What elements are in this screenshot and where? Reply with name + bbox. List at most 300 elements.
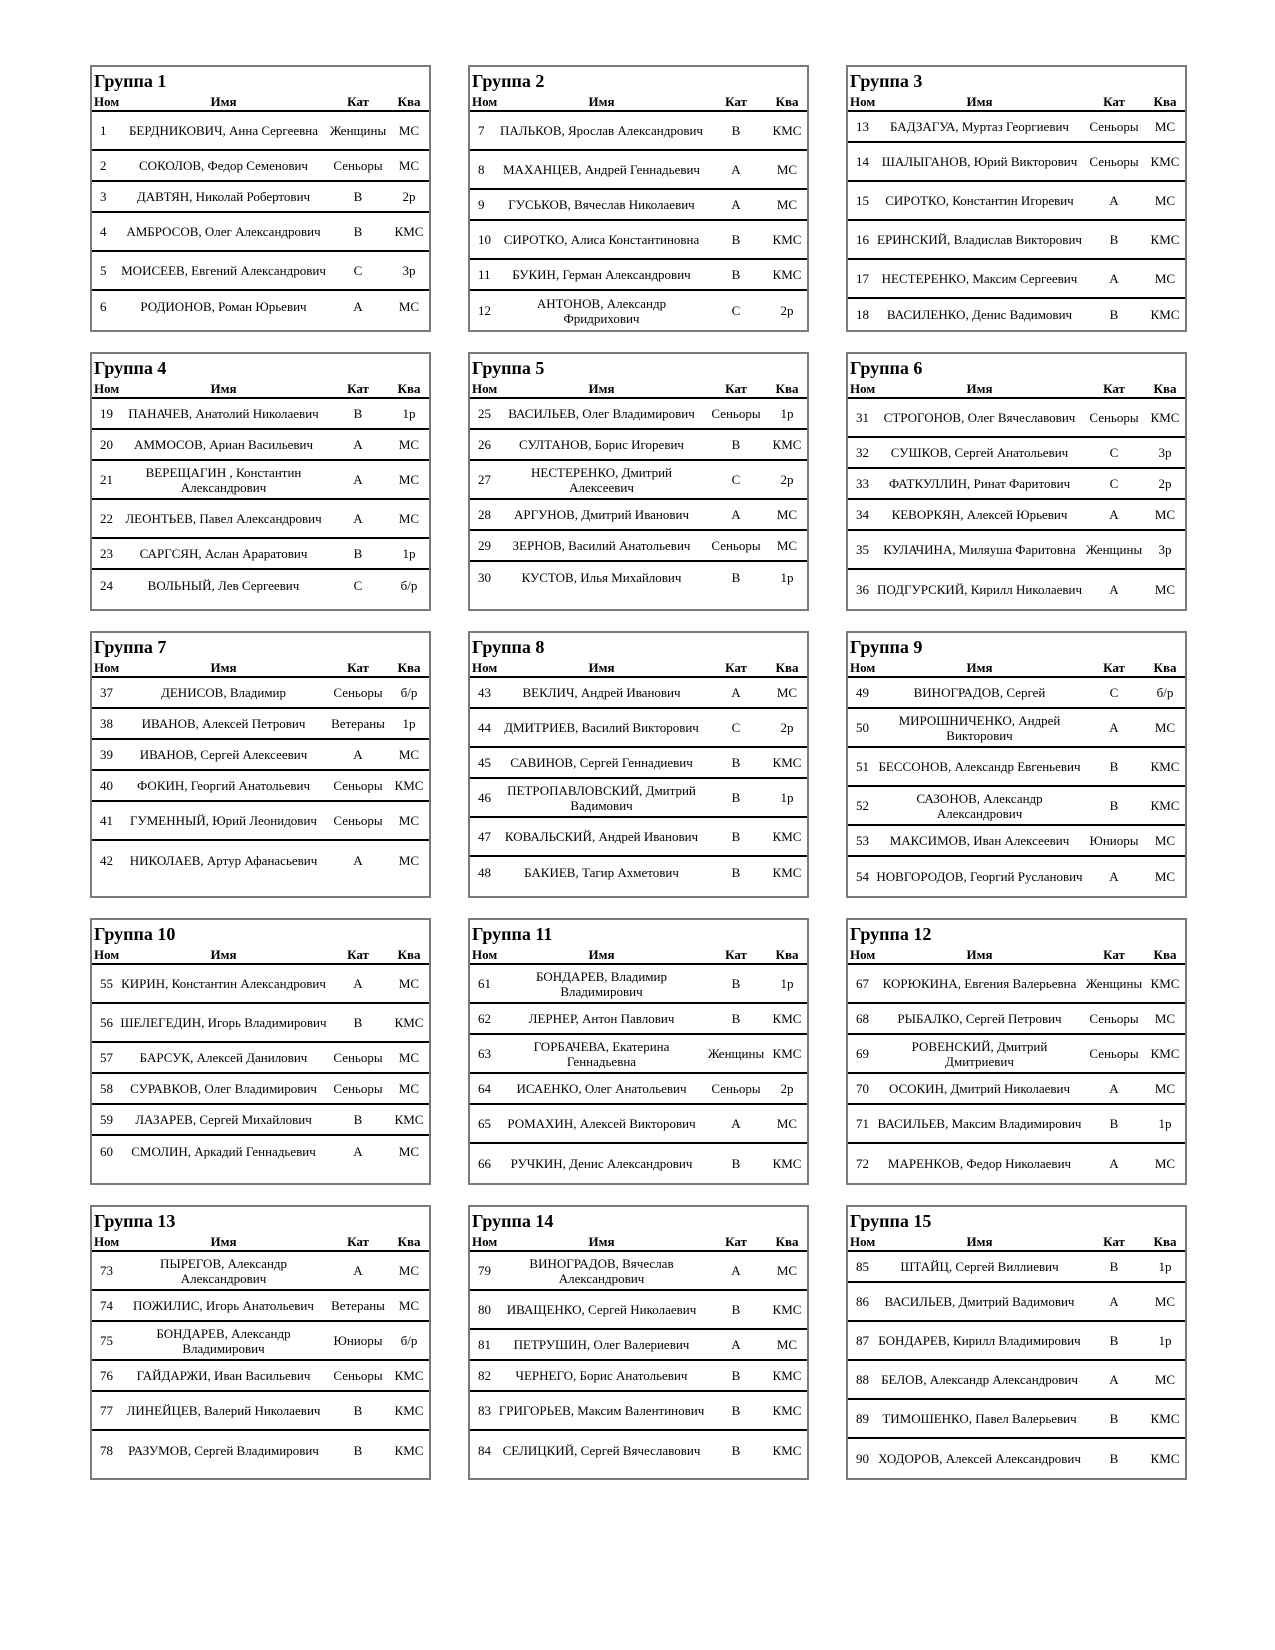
header-qualification: Ква [775, 660, 799, 675]
table-row [848, 678, 1185, 709]
table-row [92, 1322, 429, 1361]
participant-qualification: 1р [780, 790, 794, 805]
table-row [848, 469, 1185, 500]
participant-category: A [1109, 1156, 1119, 1171]
participant-number: 10 [478, 232, 491, 247]
participant-category: B [353, 1443, 363, 1458]
participant-qualification: МС [776, 1116, 798, 1131]
participant-name: КУСТОВ, Илья Михайлович [521, 570, 682, 585]
table-row [470, 1074, 807, 1105]
table-row [470, 1291, 807, 1330]
header-num: Ном [94, 947, 120, 962]
participant-qualification: КМС [394, 1112, 424, 1127]
participant-name: ШТАЙЦ, Сергей Виллиевич [900, 1259, 1059, 1274]
participant-qualification: 1р [780, 976, 794, 991]
participant-number: 3 [100, 189, 107, 204]
participant-qualification: КМС [772, 829, 802, 844]
table-row [92, 213, 429, 252]
group-title: Группа 14 [472, 1211, 554, 1231]
participant-qualification: МС [1154, 1372, 1176, 1387]
participant-qualification: 2р [780, 1081, 794, 1096]
participant-qualification: КМС [394, 1368, 424, 1383]
participant-name: СИРОТКО, Алиса Константиновна [503, 232, 700, 247]
participant-number: 24 [100, 578, 113, 593]
participant-category: A [731, 507, 741, 522]
header-name: Имя [210, 660, 237, 675]
participant-category: A [1109, 720, 1119, 735]
participant-category: A [1109, 193, 1119, 208]
table-row [848, 143, 1185, 182]
participant-number: 37 [100, 685, 113, 700]
participant-category: B [1109, 798, 1119, 813]
participant-category: B [1109, 759, 1119, 774]
header-name: Имя [210, 381, 237, 396]
participant-category: C [353, 578, 363, 593]
participant-number: 45 [478, 755, 491, 770]
participant-qualification: МС [398, 1263, 420, 1278]
participant-name: СТРОГОНОВ, Олег Вячеславович [883, 410, 1076, 425]
header-name: Имя [966, 1234, 993, 1249]
group-title: Группа 15 [850, 1211, 932, 1231]
participant-category: B [731, 865, 741, 880]
table-row [92, 112, 429, 151]
participant-name: ВАСИЛЬЕВ, Максим Владимирович [877, 1116, 1082, 1131]
participant-qualification: МС [776, 507, 798, 522]
header-num: Ном [94, 94, 120, 109]
participant-qualification: МС [398, 511, 420, 526]
participant-name: ШЕЛЕГЕДИН, Игорь Владимирович [120, 1015, 327, 1030]
participant-number: 5 [100, 263, 107, 278]
table-row [470, 1252, 807, 1291]
participant-name: ПОЖИЛИС, Игорь Анатольевич [133, 1298, 314, 1313]
group-table [846, 918, 1187, 1185]
participant-name: АНТОНОВ, Александр Фридрихович [536, 295, 667, 326]
header-qualification: Ква [775, 1234, 799, 1249]
participant-number: 2 [100, 158, 107, 173]
participant-qualification: КМС [772, 1156, 802, 1171]
header-num: Ном [850, 94, 876, 109]
table-row [848, 299, 1185, 330]
header-qualification: Ква [397, 381, 421, 396]
group-title: Группа 11 [472, 924, 553, 944]
participant-number: 52 [856, 798, 869, 813]
participant-qualification: МС [1154, 1011, 1176, 1026]
header-qualification: Ква [397, 94, 421, 109]
participant-category: B [1109, 307, 1119, 322]
participant-name: НИКОЛАЕВ, Артур Афанасьевич [129, 853, 318, 868]
participant-name: САРГСЯН, Аслан Араратович [139, 546, 308, 561]
participant-qualification: 1р [1158, 1116, 1172, 1131]
participant-name: БЕРДНИКОВИЧ, Анна Сергеевна [128, 123, 319, 138]
participant-qualification: 2р [402, 189, 416, 204]
participant-name: МОИСЕЕВ, Евгений Александрович [121, 263, 326, 278]
participant-name: ГУМЕННЫЙ, Юрий Леонидович [130, 813, 317, 828]
participant-qualification: КМС [1150, 1451, 1180, 1466]
header-num: Ном [472, 381, 498, 396]
participant-qualification: 2р [1158, 476, 1172, 491]
participant-category: B [1109, 1333, 1119, 1348]
table-row [92, 430, 429, 461]
participant-name: СОКОЛОВ, Федор Семенович [139, 158, 308, 173]
participant-qualification: КМС [1150, 307, 1180, 322]
participant-category: Сеньоры [333, 1368, 383, 1383]
participant-qualification: КМС [1150, 1411, 1180, 1426]
participant-qualification: 3р [1158, 445, 1172, 460]
group-title: Группа 2 [472, 71, 545, 91]
participant-qualification: 1р [402, 546, 416, 561]
participant-number: 63 [478, 1046, 491, 1061]
participant-qualification: КМС [772, 1302, 802, 1317]
participant-qualification: КМС [1150, 976, 1180, 991]
participant-name: ПАНАЧЕВ, Анатолий Николаевич [128, 406, 319, 421]
table-row [848, 500, 1185, 531]
participant-name: ВЕКЛИЧ, Андрей Иванович [522, 685, 681, 700]
participant-number: 57 [100, 1050, 113, 1065]
table-row [92, 709, 429, 740]
participant-category: B [731, 1011, 741, 1026]
table-row [470, 112, 807, 151]
header-num: Ном [850, 947, 876, 962]
participant-qualification: КМС [772, 437, 802, 452]
participant-number: 18 [856, 307, 869, 322]
participant-name: ВИНОГРАДОВ, Сергей [913, 685, 1046, 700]
table-row [470, 531, 807, 562]
table-row [470, 1144, 807, 1183]
participant-name: ЗЕРНОВ, Василий Анатольевич [512, 538, 691, 553]
participant-name: ВАСИЛЬЕВ, Олег Владимирович [508, 406, 695, 421]
participant-qualification: б/р [400, 578, 418, 593]
participant-category: A [353, 437, 363, 452]
participant-name: БАКИЕВ, Тагир Ахметович [524, 865, 679, 880]
participant-qualification: МС [398, 813, 420, 828]
participant-category: A [353, 472, 363, 487]
participant-number: 30 [478, 570, 491, 585]
table-row [848, 260, 1185, 299]
participant-category: C [731, 720, 741, 735]
participant-number: 75 [100, 1333, 113, 1348]
participant-number: 66 [478, 1156, 491, 1171]
table-header [470, 93, 807, 112]
participant-category: B [1109, 1451, 1119, 1466]
table-row [848, 1035, 1185, 1074]
table-row [470, 1392, 807, 1431]
participant-name: САЗОНОВ, Александр Александрович [916, 790, 1043, 821]
table-row [470, 461, 807, 500]
table-row [848, 748, 1185, 787]
header-num: Ном [94, 1234, 120, 1249]
participant-category: B [731, 267, 741, 282]
participant-name: КИРИН, Константин Александрович [121, 976, 326, 991]
participant-category: C [353, 263, 363, 278]
table-header [92, 93, 429, 112]
participant-number: 41 [100, 813, 113, 828]
participant-category: Ветераны [331, 1298, 385, 1313]
table-row [470, 857, 807, 888]
header-category: Кат [347, 660, 369, 675]
participant-number: 9 [478, 197, 485, 212]
table-header [92, 946, 429, 965]
header-category: Кат [347, 947, 369, 962]
participant-category: A [731, 162, 741, 177]
participant-category: B [353, 1015, 363, 1030]
participant-category: C [1109, 685, 1119, 700]
participant-qualification: КМС [1150, 410, 1180, 425]
participant-number: 51 [856, 759, 869, 774]
table-row [92, 570, 429, 601]
participant-number: 14 [856, 154, 869, 169]
participant-category: B [731, 1443, 741, 1458]
participant-name: ЛАЗАРЕВ, Сергей Михайлович [135, 1112, 312, 1127]
table-row [470, 500, 807, 531]
participant-name: ЧЕРНЕГО, Борис Анатольевич [515, 1368, 688, 1383]
participant-name: ЕРИНСКИЙ, Владислав Викторович [877, 232, 1082, 247]
table-row [848, 1283, 1185, 1322]
header-qualification: Ква [775, 381, 799, 396]
table-row [470, 221, 807, 260]
participant-qualification: КМС [1150, 1046, 1180, 1061]
participant-qualification: КМС [772, 123, 802, 138]
participant-name: РЫБАЛКО, Сергей Петрович [897, 1011, 1062, 1026]
table-row [848, 1361, 1185, 1400]
participant-name: БЕССОНОВ, Александр Евгеньевич [878, 759, 1081, 774]
participant-name: ДАВТЯН, Николай Робертович [136, 189, 311, 204]
table-row [470, 562, 807, 593]
header-qualification: Ква [775, 94, 799, 109]
header-name: Имя [588, 94, 615, 109]
participant-number: 89 [856, 1411, 869, 1426]
table-row [92, 182, 429, 213]
participant-number: 80 [478, 1302, 491, 1317]
participant-name: СУШКОВ, Сергей Анатольевич [890, 445, 1069, 460]
participant-name: НЕСТЕРЕНКО, Максим Сергеевич [881, 271, 1078, 286]
participant-category: A [353, 299, 363, 314]
table-row [92, 291, 429, 322]
participant-name: ХОДОРОВ, Алексей Александрович [878, 1451, 1081, 1466]
header-qualification: Ква [1153, 947, 1177, 962]
participant-name: СУРАВКОВ, Олег Владимирович [130, 1081, 317, 1096]
participant-category: Сеньоры [333, 685, 383, 700]
table-row [92, 1136, 429, 1167]
header-num: Ном [472, 660, 498, 675]
participant-number: 15 [856, 193, 869, 208]
participant-name: ВИНОГРАДОВ, Вячеслав Александрович [529, 1255, 674, 1286]
participant-number: 29 [478, 538, 491, 553]
table-row [470, 779, 807, 818]
group-table [846, 352, 1187, 611]
participant-number: 23 [100, 546, 113, 561]
participant-name: ГАЙДАРЖИ, Иван Васильевич [136, 1368, 311, 1383]
participant-number: 6 [100, 299, 107, 314]
header-qualification: Ква [1153, 660, 1177, 675]
participant-category: Сеньоры [1089, 119, 1139, 134]
table-row [92, 539, 429, 570]
participant-name: ПЕТРУШИН, Олег Валериевич [513, 1337, 690, 1352]
participant-qualification: МС [776, 1337, 798, 1352]
group-title: Группа 5 [472, 358, 545, 378]
participant-category: Женщины [1085, 542, 1143, 557]
participant-name: СЕЛИЦКИЙ, Сергей Вячеславович [502, 1443, 701, 1458]
participant-category: B [731, 976, 741, 991]
participant-number: 26 [478, 437, 491, 452]
header-category: Кат [725, 1234, 747, 1249]
participant-qualification: МС [398, 123, 420, 138]
participant-name: ЛЕРНЕР, Антон Павлович [528, 1011, 675, 1026]
participant-category: B [731, 829, 741, 844]
group-table [90, 1205, 431, 1480]
table-row [848, 570, 1185, 609]
participant-name: АРГУНОВ, Дмитрий Иванович [513, 507, 690, 522]
participant-number: 65 [478, 1116, 491, 1131]
participant-name: ГРИГОРЬЕВ, Максим Валентинович [498, 1403, 705, 1418]
participant-name: ПОДГУРСКИЙ, Кирилл Николаевич [876, 582, 1083, 597]
participant-number: 44 [478, 720, 491, 735]
participant-category: B [353, 406, 363, 421]
participant-qualification: КМС [394, 1443, 424, 1458]
participant-category: Сеньоры [711, 406, 761, 421]
group-table [846, 1205, 1187, 1480]
participant-qualification: 2р [780, 303, 794, 318]
table-row [92, 1252, 429, 1291]
participant-number: 68 [856, 1011, 869, 1026]
participant-name: СУЛТАНОВ, Борис Игоревич [519, 437, 684, 452]
table-row [848, 1144, 1185, 1183]
table-row [470, 1431, 807, 1470]
participant-qualification: МС [1154, 720, 1176, 735]
participant-category: A [353, 747, 363, 762]
participant-qualification: МС [398, 437, 420, 452]
participant-category: A [353, 1144, 363, 1159]
participant-qualification: МС [1154, 833, 1176, 848]
participant-number: 20 [100, 437, 113, 452]
participant-number: 70 [856, 1081, 869, 1096]
header-category: Кат [1103, 947, 1125, 962]
participant-name: МАРЕНКОВ, Федор Николаевич [887, 1156, 1072, 1171]
participant-category: Сеньоры [333, 1050, 383, 1065]
participant-category: B [731, 1368, 741, 1383]
table-row [848, 1074, 1185, 1105]
participant-name: БУКИН, Герман Александрович [512, 267, 691, 282]
participant-qualification: МС [398, 1298, 420, 1313]
group-table [90, 631, 431, 898]
table-row [848, 182, 1185, 221]
table-row [848, 857, 1185, 896]
participant-category: A [1109, 1294, 1119, 1309]
participant-qualification: МС [1154, 869, 1176, 884]
participant-name: ШАЛЫГАНОВ, Юрий Викторович [881, 154, 1078, 169]
participant-category: Юниоры [333, 1333, 383, 1348]
header-num: Ном [94, 381, 120, 396]
participant-number: 74 [100, 1298, 113, 1313]
participant-number: 64 [478, 1081, 491, 1096]
participant-number: 84 [478, 1443, 491, 1458]
participant-number: 49 [856, 685, 869, 700]
participant-name: АММОСОВ, Ариан Васильевич [133, 437, 314, 452]
participant-number: 81 [478, 1337, 491, 1352]
participant-number: 16 [856, 232, 869, 247]
table-header [848, 659, 1185, 678]
table-row [92, 151, 429, 182]
participant-name: ВЕРЕЩАГИН , Константин Александрович [145, 464, 302, 495]
table-row [470, 1004, 807, 1035]
group-title: Группа 9 [850, 637, 923, 657]
participant-number: 60 [100, 1144, 113, 1159]
participant-name: КОВАЛЬСКИЙ, Андрей Иванович [504, 829, 699, 844]
participant-number: 21 [100, 472, 113, 487]
participant-qualification: МС [1154, 507, 1176, 522]
table-row [92, 771, 429, 802]
participant-qualification: КМС [772, 232, 802, 247]
participant-category: B [731, 790, 741, 805]
participant-number: 38 [100, 716, 113, 731]
participant-name: НОВГОРОДОВ, Георгий Русланович [876, 869, 1083, 884]
participant-name: КОРЮКИНА, Евгения Валерьевна [882, 976, 1077, 991]
participant-category: B [731, 123, 741, 138]
participant-category: B [731, 755, 741, 770]
header-name: Имя [966, 947, 993, 962]
participant-category: A [731, 1116, 741, 1131]
header-category: Кат [725, 381, 747, 396]
participant-name: ИВАНОВ, Алексей Петрович [141, 716, 306, 731]
table-row [92, 461, 429, 500]
table-row [848, 1004, 1185, 1035]
participant-category: A [1109, 1081, 1119, 1096]
participant-qualification: КМС [772, 1403, 802, 1418]
participant-number: 71 [856, 1116, 869, 1131]
participant-qualification: МС [776, 538, 798, 553]
table-row [470, 965, 807, 1004]
participant-qualification: КМС [394, 1403, 424, 1418]
participant-name: ЛИНЕЙЦЕВ, Валерий Николаевич [126, 1403, 321, 1418]
header-name: Имя [588, 1234, 615, 1249]
participant-qualification: КМС [772, 267, 802, 282]
table-row [848, 112, 1185, 143]
participant-qualification: МС [1154, 1081, 1176, 1096]
table-row [848, 1252, 1185, 1283]
participant-category: C [731, 303, 741, 318]
groups-grid [90, 65, 1187, 1480]
participant-qualification: МС [398, 1050, 420, 1065]
participant-category: A [731, 685, 741, 700]
table-row [848, 709, 1185, 748]
participant-name: ЛЕОНТЬЕВ, Павел Александрович [125, 511, 322, 526]
participant-qualification: 1р [780, 570, 794, 585]
group-title: Группа 6 [850, 358, 923, 378]
table-row [92, 802, 429, 841]
participant-qualification: МС [398, 472, 420, 487]
participant-qualification: КМС [394, 778, 424, 793]
participant-name: БЕЛОВ, Александр Александрович [881, 1372, 1078, 1387]
participant-category: Сеньоры [1089, 410, 1139, 425]
header-name: Имя [210, 947, 237, 962]
participant-qualification: б/р [1156, 685, 1174, 700]
table-row [92, 500, 429, 539]
participant-qualification: б/р [400, 685, 418, 700]
header-num: Ном [94, 660, 120, 675]
participant-category: A [1109, 271, 1119, 286]
participant-category: B [731, 1403, 741, 1418]
participant-category: B [731, 1302, 741, 1317]
participant-category: Сеньоры [711, 538, 761, 553]
participant-category: Сеньоры [711, 1081, 761, 1096]
participant-qualification: МС [398, 1081, 420, 1096]
participant-number: 35 [856, 542, 869, 557]
participant-number: 13 [856, 119, 869, 134]
participant-name: МАКСИМОВ, Иван Алексеевич [889, 833, 1070, 848]
participant-qualification: КМС [772, 755, 802, 770]
participant-name: СМОЛИН, Аркадий Геннадьевич [131, 1144, 316, 1159]
participant-number: 19 [100, 406, 113, 421]
participant-number: 27 [478, 472, 491, 487]
